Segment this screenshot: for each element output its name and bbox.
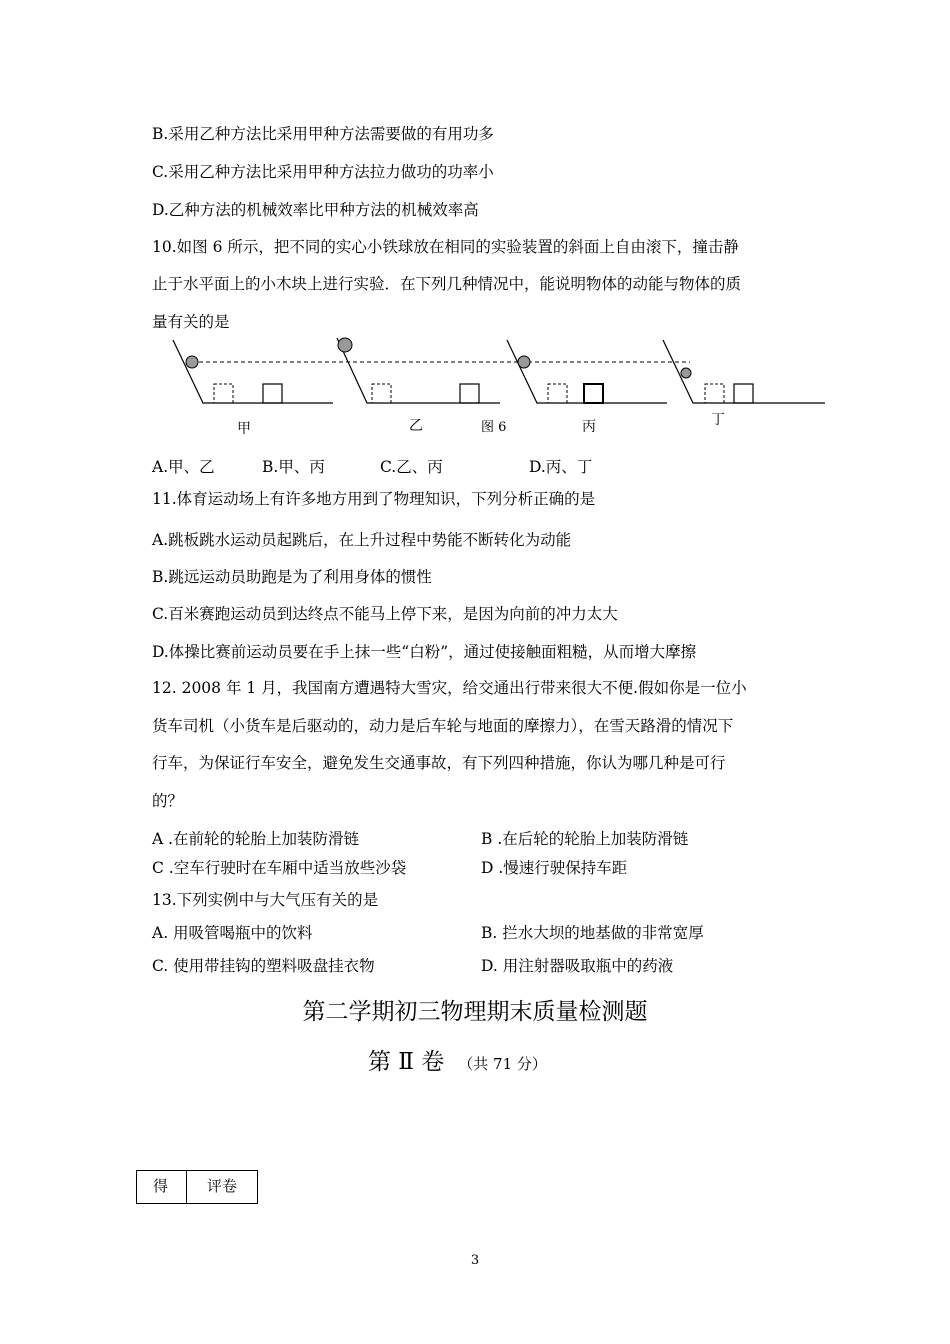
ball-jia: [186, 356, 198, 368]
ball-ding: [681, 368, 691, 378]
q13-option-c: C. 使用带挂钩的塑料吸盘挂衣物: [152, 957, 375, 975]
q10-stem-line-1: 10.如图 6 所示，把不同的实心小铁球放在相同的实验装置的斜面上自由滚下，撞击静: [152, 238, 739, 256]
grader-cell: 评卷: [207, 1177, 238, 1195]
figure-label-yi: 乙: [409, 418, 423, 434]
q9-option-c: C.采用乙种方法比采用甲种方法拉力做功的功率小: [152, 163, 494, 181]
q11-option-a: A.跳板跳水运动员起跳后，在上升过程中势能不断转化为动能: [152, 531, 572, 549]
q10-option-b: B.甲、丙: [262, 458, 325, 476]
q11-stem: 11.体育运动场上有许多地方用到了物理知识，下列分析正确的是: [152, 490, 596, 508]
section-heading: [368, 1043, 547, 1076]
score-table: [136, 1170, 258, 1204]
section-points: （共 71 分）: [458, 1055, 547, 1073]
block-start-ding: [705, 384, 724, 403]
figure-label-ding: 丁: [711, 412, 725, 428]
q10-stem-line-2: 止于水平面上的小木块上进行实验．在下列几种情况中，能说明物体的动能与物体的质: [152, 275, 742, 293]
block-start-jia: [214, 384, 233, 403]
setup-ding: [663, 340, 825, 403]
block-end-ding: [734, 384, 753, 403]
q13-stem: 13.下列实例中与大气压有关的是: [152, 891, 379, 909]
q9-option-b: B.采用乙种方法比采用甲种方法需要做的有用功多: [152, 125, 494, 143]
block-end-jia: [263, 384, 282, 403]
q11-option-b: B.跳远运动员助跑是为了利用身体的惯性: [152, 568, 432, 586]
block-start-bing: [548, 384, 567, 403]
q12-stem-line-1: 12. 2008 年 1 月，我国南方遭遇特大雪灾，给交通出行带来很大不便.假如你是一位小: [152, 679, 747, 697]
q10-option-a: A.甲、乙: [152, 458, 215, 476]
setup-bing: [507, 340, 667, 403]
q10-option-d: D.丙、丁: [529, 458, 593, 476]
ball-bing: [518, 356, 530, 368]
q12-option-c: C .空车行驶时在车厢中适当放些沙袋: [152, 859, 407, 877]
block-start-yi: [372, 384, 391, 403]
q12-stem-line-4: 的？: [152, 792, 184, 810]
q9-option-d: D.乙种方法的机械效率比甲种方法的机械效率高: [152, 201, 479, 219]
setup-yi: [337, 338, 500, 403]
figure-label-bing: 丙: [582, 419, 596, 435]
q13-option-a: A. 用吸管喝瓶中的饮料: [152, 924, 313, 942]
figure-6-incline-diagram: [170, 335, 830, 410]
q12-option-a: A .在前轮的轮胎上加装防滑链: [152, 830, 360, 848]
score-cell: 得: [137, 1171, 187, 1203]
figure-caption: 图 6: [481, 420, 507, 435]
exam-title: 第二学期初三物理期末质量检测题: [302, 999, 648, 1025]
ball-yi: [338, 338, 352, 352]
q13-option-b: B. 拦水大坝的地基做的非常宽厚: [481, 924, 704, 942]
setup-jia: [173, 340, 333, 403]
q12-option-d: D .慢速行驶保持车距: [481, 859, 628, 877]
q10-option-c: C.乙、丙: [380, 458, 443, 476]
section-juan-label: 第 Ⅱ 卷: [368, 1049, 445, 1075]
figure-label-jia: 甲: [237, 421, 251, 437]
q11-option-d: D.体操比赛前运动员要在手上抹一些“白粉”，通过使接触面粗糙，从而增大摩擦: [152, 643, 697, 661]
block-end-yi: [460, 384, 479, 403]
q10-stem-line-3: 量有关的是: [152, 313, 230, 331]
q11-option-c: C.百米赛跑运动员到达终点不能马上停下来，是因为向前的冲力太大: [152, 605, 618, 623]
q12-stem-line-2: 货车司机（小货车是后驱动的，动力是后车轮与地面的摩擦力），在雪天路滑的情况下: [152, 717, 734, 735]
q13-option-d: D. 用注射器吸取瓶中的药液: [481, 957, 674, 975]
page-number: 3: [470, 1253, 480, 1268]
q12-stem-line-3: 行车，为保证行车安全，避免发生交通事故，有下列四种措施，你认为哪几种是可行: [152, 754, 726, 772]
q12-option-b: B .在后轮的轮胎上加装防滑链: [481, 830, 689, 848]
block-end-bing: [584, 384, 603, 403]
